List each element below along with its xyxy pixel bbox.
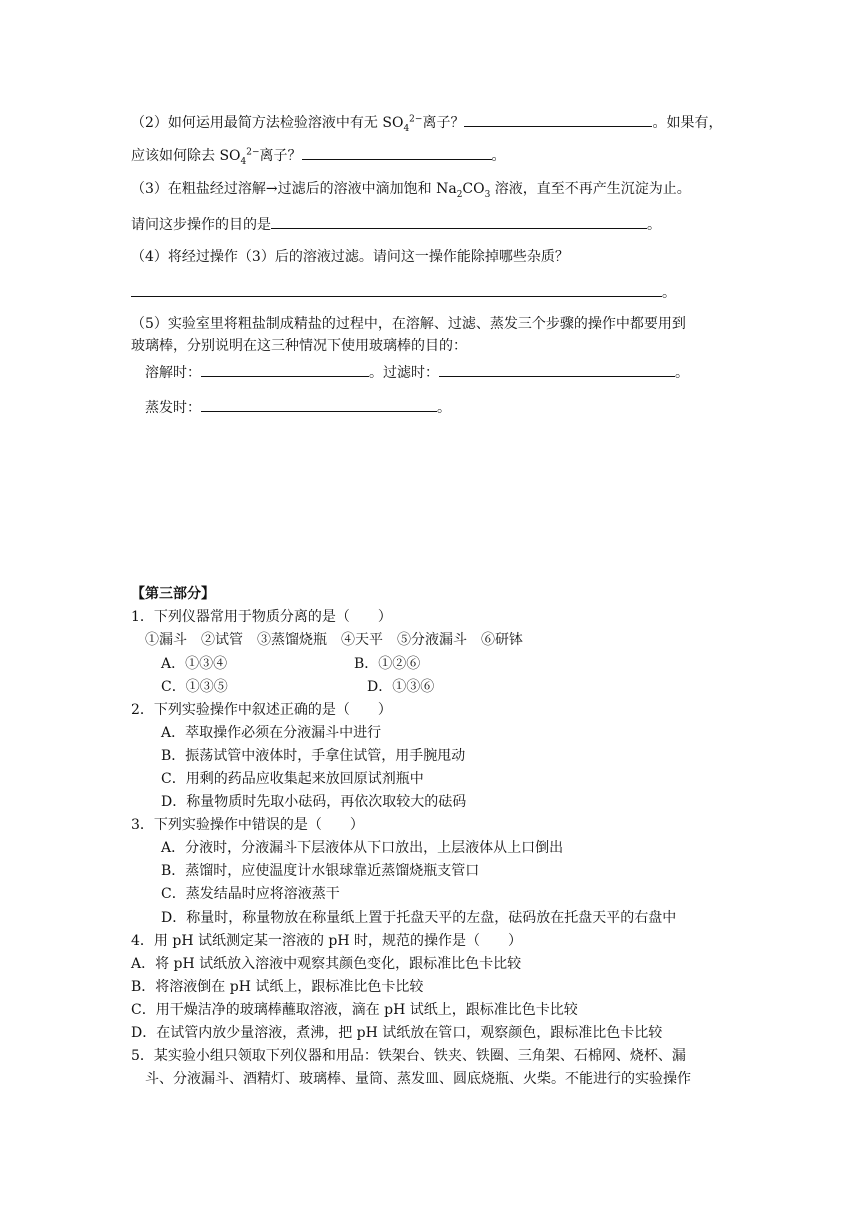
mc-question-3: 3．下列实验操作中错误的是（ ）: [131, 817, 364, 833]
question-5-line-2: [131, 337, 467, 355]
answer-blank[interactable]: [201, 362, 369, 377]
evaporate-label: 蒸发时：: [145, 400, 201, 416]
superscript: 2−: [246, 147, 260, 158]
q2-text: （2）如何运用最简方法检验溶液中有无 SO: [131, 115, 404, 131]
question-5-line-3: [145, 362, 689, 382]
option-d[interactable]: D．在试管内放少量溶液，煮沸，把 pH 试纸放在管口，观察颜色，跟标准比色卡比较: [131, 1025, 663, 1041]
q4-text: （4）将经过操作（3）后的溶液过滤。请问这一操作能除掉哪些杂质？: [131, 249, 569, 265]
q3-line2-text: 请问这步操作的目的是: [131, 217, 271, 233]
q2-line2-mid: 离子？: [259, 148, 302, 164]
mc-question-1-items: ①漏斗 ②试管 ③蒸馏烧瓶 ④天平 ⑤分液漏斗 ⑥研钵: [145, 632, 523, 648]
answer-blank[interactable]: [201, 397, 437, 412]
period: 。: [437, 400, 451, 416]
q2-suffix: 。如果有，: [652, 115, 723, 131]
option-d[interactable]: D．①③⑥: [367, 679, 435, 695]
subscript: 4: [240, 156, 247, 167]
answer-blank[interactable]: [439, 362, 675, 377]
dissolve-label: 溶解时：: [145, 365, 201, 381]
superscript: 2−: [409, 114, 423, 125]
option-c[interactable]: C．用剩的药品应收集起来放回原试剂瓶中: [161, 771, 424, 787]
q3-text-end: 溶液，直至不再产生沉淀为止。: [490, 181, 691, 197]
answer-blank[interactable]: [302, 145, 492, 160]
q5-text: （5）实验室里将粗盐制成精盐的过程中，在溶解、过滤、蒸发三个步骤的操作中都要用到: [131, 316, 686, 332]
option-a[interactable]: A．①③④: [161, 656, 228, 672]
option-b[interactable]: B．蒸馏时，应使温度计水银球靠近蒸馏烧瓶支管口: [161, 863, 480, 879]
q2-line2-text: 应该如何除去 SO: [131, 148, 241, 164]
period: 。: [647, 217, 661, 233]
option-b[interactable]: B．振荡试管中液体时，手拿住试管，用手腕甩动: [161, 748, 466, 764]
question-5-line-4: [145, 397, 451, 417]
option-d[interactable]: D．称量时，称量物放在称量纸上置于托盘天平的左盘，砝码放在托盘天平的右盘中: [161, 910, 677, 926]
q2-mid-text: 离子？: [422, 115, 465, 131]
question-4-line-2: [131, 282, 676, 302]
answer-blank[interactable]: [131, 282, 662, 297]
mc-question-2: 2．下列实验操作中叙述正确的是（ ）: [131, 702, 392, 718]
filter-label: 。过滤时：: [369, 365, 439, 381]
option-c[interactable]: C．①③⑤: [161, 679, 228, 695]
option-b[interactable]: B．将溶液倒在 pH 试纸上，跟标准比色卡比较: [131, 979, 424, 995]
period: 。: [662, 285, 676, 301]
option-a[interactable]: A．分液时，分液漏斗下层液体从下口放出，上层液体从上口倒出: [161, 840, 564, 856]
option-d[interactable]: D．称量物质时先取小砝码，再依次取较大的砝码: [161, 794, 467, 810]
period: 。: [491, 148, 506, 164]
option-c[interactable]: C．蒸发结晶时应将溶液蒸干: [161, 886, 340, 902]
mc-question-5-line-2: 斗、分液漏斗、酒精灯、玻璃棒、量筒、蒸发皿、圆底烧瓶、火柴。不能进行的实验操作: [145, 1071, 691, 1087]
q3-formula: CO: [462, 181, 485, 197]
question-4-line-1: [131, 248, 569, 266]
q5-text-2: 玻璃棒，分别说明在这三种情况下使用玻璃棒的目的：: [131, 338, 467, 354]
subscript: 3: [484, 189, 491, 200]
question-2-line-1: [131, 112, 722, 132]
mc-question-4: 4．用 pH 试纸测定某一溶液的 pH 时，规范的操作是（ ）: [131, 933, 523, 949]
mc-question-1: 1．下列仪器常用于物质分离的是（ ）: [131, 609, 392, 625]
subscript: 4: [403, 123, 410, 134]
subscript: 2: [456, 189, 463, 200]
question-2-line-2: [131, 145, 506, 165]
answer-blank[interactable]: [464, 112, 652, 127]
question-5-line-1: [131, 315, 686, 333]
q3-text: （3）在粗盐经过溶解→过滤后的溶液中滴加饱和 Na: [131, 181, 457, 197]
option-a[interactable]: A．萃取操作必须在分液漏斗中进行: [161, 725, 382, 741]
question-3-line-2: [131, 214, 661, 234]
mc-question-5-line-1: 5．某实验小组只领取下列仪器和用品：铁架台、铁夹、铁圈、三角架、石棉网、烧杯、漏: [131, 1048, 686, 1064]
section-heading: 【第三部分】: [131, 586, 215, 602]
answer-blank[interactable]: [271, 214, 647, 229]
period: 。: [675, 365, 689, 381]
question-3-line-1: [131, 180, 691, 198]
option-c[interactable]: C．用干燥洁净的玻璃棒蘸取溶液，滴在 pH 试纸上，跟标准比色卡比较: [131, 1002, 578, 1018]
option-b[interactable]: B．①②⑥: [354, 656, 421, 672]
option-a[interactable]: A．将 pH 试纸放入溶液中观察其颜色变化，跟标准比色卡比较: [131, 956, 522, 972]
